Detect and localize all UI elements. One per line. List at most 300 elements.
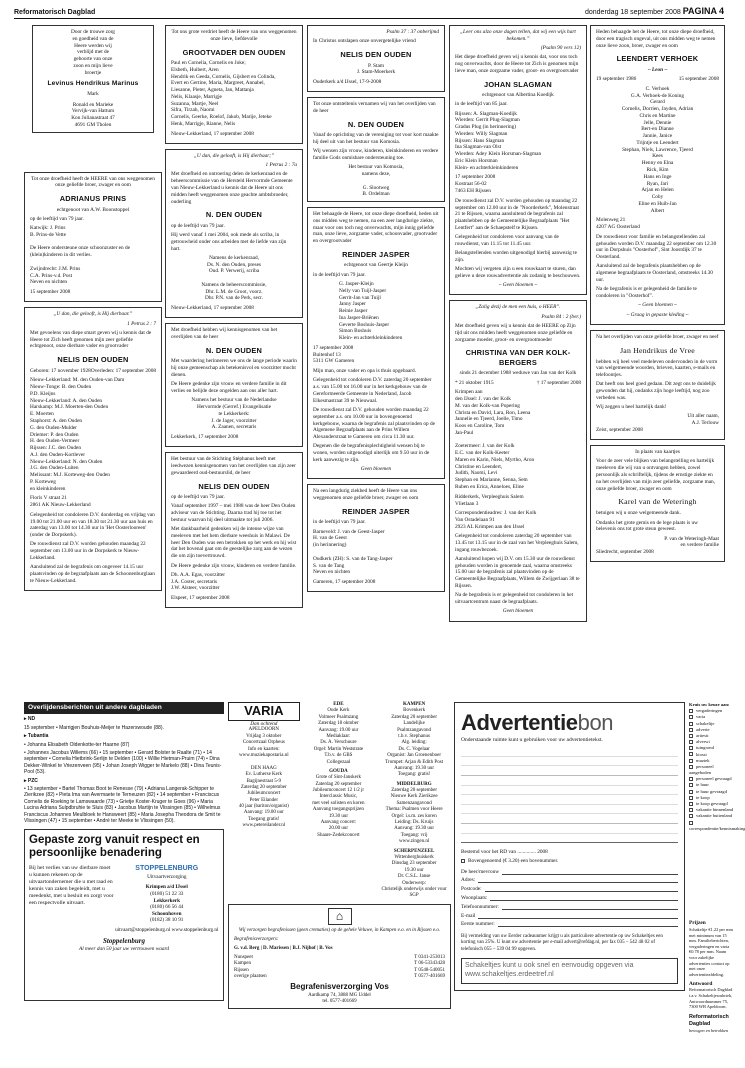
no-flowers: ~ Geen bloemen ~ — [498, 282, 538, 289]
varia-line: www.muziekapostaria.nl — [238, 752, 289, 758]
varia-line: Bagijnestraat 5-9 — [246, 778, 281, 784]
price-block — [689, 920, 734, 1033]
checkbox[interactable] — [689, 759, 693, 763]
checkbox[interactable] — [689, 808, 693, 812]
thanks-line: Wij zeggen u heel hartelijk dank! — [596, 404, 667, 411]
phone: (0182) 38 10 91 — [150, 917, 184, 924]
family-list — [455, 111, 581, 172]
family-line: E. Moerten — [30, 411, 54, 418]
deceased-name: JOHAN SLAGMAN — [484, 79, 552, 89]
checkbox[interactable] — [689, 709, 693, 713]
family-line: Ina Slagman-van Olst — [455, 144, 502, 151]
address-line: 2861 AK Nieuw-Lekkerland — [30, 502, 91, 509]
death-list: 15 september • Marrigjen Bouhuis-Meijer te Hazerswoude (88). — [24, 724, 164, 731]
address-line: Ridderkerk, Verpleeghuis Salem — [455, 493, 524, 500]
varia-section — [228, 702, 451, 1014]
nd-label: ND — [27, 716, 36, 723]
address — [455, 494, 581, 508]
varia-line: Aanvang: 19.00 uur — [243, 810, 284, 816]
form-field[interactable] — [461, 921, 678, 928]
born-date: * 21 oktober 1915 — [455, 379, 494, 386]
event-title: SCHERPENZEEL — [393, 848, 435, 854]
family-line: Gerrit-Jan van Tuijl — [339, 294, 381, 301]
family-line: Janny Jasper — [339, 301, 366, 308]
address-line: 17 september 2008 — [313, 344, 354, 351]
event-details — [377, 708, 451, 778]
varia-line: APELDOORN — [248, 727, 279, 733]
tubantia-label: Tubantia — [27, 733, 49, 740]
birth-line: zoon en mijn lieve — [73, 62, 113, 69]
varia-line: Peter Eilander — [249, 797, 279, 803]
dress-code: ~ Graag in gepaste kleding ~ — [626, 311, 689, 318]
signature-line: J. de Jager, voorzitter — [211, 417, 257, 424]
schakeltjes-banner[interactable]: Schakeltjes kunt u ook snel en eenvoudig opgeven via www.schakeltjes.erdeetref.nl — [461, 958, 678, 984]
attendance-info: Belangstellenden worden uitgenodigd hierbij aanwezig te zijn. — [455, 250, 577, 263]
notice-body: Hij werd vanaf 1 mei 2004, ook mede als scriba, in getrouwheid onder ons arbeiden met de liefde van zijn hart. — [171, 232, 287, 252]
notice-text: Het behaagde de Heere, tot onze diepe droefheid, heden uit ons midden weg te nemen, na een zeer langdurige ziekte, maar voor ons toch nog onverwachts, mijn innig geliefde man, onze lieve, zorgzame vader, schoonvader, grootvader en overgrootvader — [313, 211, 439, 245]
event-line: Shaare-Zedekconcert — [317, 832, 360, 838]
friend-notice — [307, 25, 445, 92]
obituary-den-ouden — [24, 307, 162, 591]
form-field[interactable] — [461, 886, 678, 893]
notice-date: Ouderkerk a/d IJssel, 17-9-2008 — [313, 79, 382, 86]
vos-title: Begrafenisverzorging Vos — [290, 982, 389, 992]
family-line: en kleinkinderen — [30, 485, 66, 492]
deceased-name: NELIS DEN OUDEN — [340, 50, 412, 60]
choice-title: Kruis uw keuze aan: — [689, 702, 730, 707]
vos-label: Begrafenisverzorgers: — [234, 936, 279, 942]
vos-logo-icon: ⌂ — [328, 908, 352, 925]
family-line: B. Prins-de Vette — [30, 231, 66, 238]
signature-line: Hervormde (Gerref.) Evangelisatie — [197, 404, 271, 411]
family-line: C. Verhoek — [645, 85, 670, 92]
form-field[interactable] — [461, 913, 678, 920]
page-header — [14, 6, 724, 19]
family-line: De Heere ondersteune onze schoonzuster en de (klein)kinderen in dit verlies. — [30, 245, 131, 259]
event-line: Collegezaal — [326, 759, 351, 765]
form-field-input[interactable] — [485, 886, 678, 892]
vos-numbers — [414, 955, 445, 981]
checkbox[interactable] — [689, 790, 693, 794]
choice-item[interactable] — [689, 820, 745, 832]
vos-phone: tel. 0577-401669 — [322, 998, 357, 1004]
form-field-input[interactable] — [478, 877, 678, 883]
notice-date: Elspeet, 17 september 2008 — [171, 595, 230, 602]
deceased-name: N. DEN OUDEN — [205, 345, 263, 355]
family-line: Neven en nichten — [30, 279, 68, 286]
family-line: A.J. den Ouden-Kortlever — [30, 451, 86, 458]
sibling-notice-jasper — [307, 484, 445, 592]
event-line: Toegang: gratis! — [397, 772, 431, 778]
event-line: Zaterdag 20 september — [315, 781, 362, 787]
condolence-info: Na de begrafenis is er gelegenheid de familie te condoleren in "Oosterhof". — [596, 286, 697, 299]
event-line: Toegang: vrij — [400, 832, 428, 838]
brand-name: STOPPELENBURG — [135, 864, 199, 872]
signature-line: G. Slootweg — [362, 184, 390, 191]
notice-text: Het diepe droefheid geven wij u kennis dat, voor ons toch nog onverwachts, door de Heere tot Zich is genomen mijn lieve man, onze zorgzame vader, groot- en overgrootvader — [455, 54, 579, 74]
place: Lekkerkerk — [153, 897, 180, 904]
event-line: Bovenkerk — [403, 708, 426, 714]
family-line: Rick, Kim — [646, 166, 669, 173]
family-list — [30, 225, 156, 286]
signatures — [313, 63, 439, 77]
notice-text: Het bestuur van de Stichting Stéphanus heeft met leedwezen kennisgenomen van het overlijden van zijn zeer gewaardeerd oud-bestuurslid, de heer — [171, 456, 296, 476]
notice-date: Nieuw-Lekkerland, 17 september 2008 — [171, 130, 254, 137]
signature-line: te Lekkerkerk: — [218, 410, 250, 417]
place: Schoonhoven — [152, 910, 182, 917]
family-line: Stephan en Marianne, Senna, Sem — [455, 477, 528, 484]
signatures — [313, 164, 439, 198]
service-info: De rouwdienst zal D.V. worden gehouden op maandag 22 september om 12.00 uur in de "Noorderkerk", Molenstraat 21 te Rijssen, waarna aansluitend de begrafenis zal plaatshebben op de Gemeentelijke Begraafplaats "Het Lentfert" aan de Schaepstelf te Rijssen. — [455, 197, 579, 231]
form-field-input[interactable] — [502, 904, 678, 910]
answer-title: Antwoord — [689, 980, 713, 987]
event-line: Volmeer Psalmzang — [318, 714, 359, 720]
family-line: Rijssen: J.C. den Ouden — [30, 445, 82, 452]
notice-date: Sliedrecht, september 2008 — [596, 549, 654, 556]
event-line: Ds. C. Vogelaar — [398, 746, 430, 752]
checkbox[interactable] — [689, 728, 693, 732]
event-line: Alg. leiding: — [401, 740, 427, 746]
checkbox[interactable] — [461, 859, 465, 863]
signature-line: B. Ordelman — [362, 191, 390, 198]
signature-line: A.J. Terlouw — [691, 420, 719, 427]
signature-line: Oud. P. Verwerij, scriba — [208, 268, 260, 275]
address-line: 7463 EH Rijssen — [455, 188, 491, 195]
signatures — [171, 572, 297, 592]
event-line: Aanvang: 19.30 uur — [394, 765, 435, 771]
varia-line: Toegang gratis! — [248, 816, 280, 822]
place: Krimpen a/d IJssel — [145, 884, 188, 891]
notice-body: hebben wij heel veel medeleven ondervonden in de vorm van welgemeende woorden, brieven, kaarten, e-mails en telefoontjes. — [596, 358, 718, 379]
event-line: Zaterdag 20 september — [391, 714, 438, 720]
signature-line: en verdere familie — [680, 542, 719, 549]
signature-line — [313, 178, 439, 185]
header-date: donderdag 18 september 2008 — [584, 9, 681, 17]
form-field-label: De heer/mevrouw — [461, 868, 500, 875]
parent-line: Kon Julianastraat 47 — [71, 115, 115, 122]
phone: (0180) 51 22 33 — [150, 890, 184, 897]
event-details — [303, 775, 375, 839]
family-line: den IJssel: J. van der Kolk — [455, 396, 511, 403]
bible-ref: Psalm 37 : 37 onberijmd — [386, 29, 439, 35]
ad-signature: Stoppelenburg — [102, 936, 145, 945]
deceased-name: CHRISTINA VAN DER KOLK-BERGERS — [465, 348, 571, 367]
notice-body: Met waardering herinneren we ons de lange periode waarin hij onze gemeenschap als betekenisvol en voorzitter mocht dienen. — [171, 358, 297, 378]
notice-heading: In plaats van kaartjes — [635, 449, 680, 456]
death-list: • 13 september • Bartel Thomas Boot te Renesse (79) • Adriana Langerak-Schipper te Zierikzee (82) • Pieta Ima van Avermaete te Terneuzen (82) • 14 september • Franciscus Cornelis de Roeking te Lamswaarde (73) • Grietje Koster-Kruger te Goes (96) • Maria Lucina Adriana Sulpdbruhie te Sluis (83) • Jacobus Martijn te Vlissingen (85) • Wilhelmus Franciscus Johannes Meulbloek te Hansweert (85) • Maria Josepha Theodora de Smit te Vlissingen (47) • 15 september • André ter Meeke te Vlissingen (50). — [24, 785, 221, 824]
column-1 — [24, 25, 162, 596]
choice-item[interactable] — [689, 813, 734, 819]
event-details — [377, 788, 451, 846]
deceased-name: N. DEN OUDEN — [205, 210, 263, 220]
name-line: Paul en Cornelia, Cornelis en Joke; — [171, 60, 246, 66]
event-line: Aanvang toegangsprijzen — [312, 807, 364, 813]
choice-label: muziek — [696, 757, 710, 763]
family-line: Kees — [652, 153, 663, 160]
notice-date: Nieuw-Lekkerland, 17 september 2008 — [171, 305, 254, 312]
signature-line: Dh. A.A. Egas, voorzitter — [171, 571, 225, 578]
family-line: Ryan, Jari — [646, 180, 669, 187]
vos-place: Kampen — [234, 961, 251, 967]
form-field-label: Eerste nummer: — [461, 921, 495, 928]
notice-date: Gameren, 17 september 2008 — [313, 579, 376, 586]
event-line: Onderwerp: — [402, 880, 427, 886]
obituary-van-der-kolk — [449, 300, 587, 621]
died-date: † 17 september 2008 — [536, 379, 581, 386]
notice-body: Vanaf september 1997 – mei 1988 was de heer Den Ouden adviseur van de Stichting. Daarna trad hij toe tot het bestuur waarvan hij deel uitmaakte tot juli 2006. — [171, 503, 296, 523]
address — [313, 345, 439, 365]
notice-date: Zeist, september 2008 — [596, 426, 643, 433]
family-line: Wierden: Willy Slagman — [455, 130, 508, 137]
event-line: Psalmzangavond — [397, 727, 432, 733]
signature-line: Dhr. P.N. van de Perk, secr. — [205, 295, 263, 302]
event-line: Zaterdag 18 oktober — [318, 721, 359, 727]
name-line: Elsbeth, Huibert, Aren — [171, 66, 219, 73]
baby-nickname: Mark — [87, 90, 99, 97]
signature-line: Namens de beheerscommissie, — [201, 281, 267, 288]
family-line — [30, 259, 156, 266]
vos-address: Aardkamp 74, 3888 MG Uddel — [308, 992, 371, 998]
notice-body: Vanaf de oprichting van de vereniging tot voor kort maakte hij deel uit van het bestuur van Komosia. — [313, 132, 439, 146]
varia-line: 40 jaar (bariton/organist) — [238, 804, 289, 810]
obituary-jasper — [307, 207, 445, 479]
condolence-info: Na de begrafenis is er gelegenheid tot condoleren in het uitvaartcentrum naast de begraafplaats. — [455, 592, 574, 605]
rd-logo-text: Reformatorisch Dagblad — [689, 1013, 729, 1027]
event-line: Dinsdag 23 september — [391, 861, 437, 867]
form-field-label: Woonplaats: — [461, 895, 488, 902]
event-line: Aanvang concert: — [320, 820, 357, 826]
condolence-info: Gelegenheid tot condoleren zaterdag 20 september van 13.45 tot 13.15 uur in de zaal van het Verpleeghuis Salem, ingang rouwbezoek. — [455, 533, 579, 553]
family-line: Simon Boshuis — [339, 328, 372, 335]
ad-body: Bij het verlies van uw dierbare moet u kunnen rekenen op de uitvaartondernemer die u met raad en kennis van zaken begeleidt, met u meedenkt, met u besluit en zorgt voor een respectvolle uitvaart. — [29, 864, 114, 907]
name-line: Suzanna, Martje, Neel — [171, 100, 219, 107]
family-line: Bert-en Dianne — [641, 126, 674, 133]
bank-option: Bovengenoemd (€ 3.20) een bovenummer. — [468, 857, 559, 864]
parent-line: Ronald en Marieke — [72, 101, 114, 108]
event-details — [377, 855, 451, 900]
event-line: Wittenberghuiskerk — [394, 854, 434, 860]
checkbox[interactable] — [689, 777, 693, 781]
family-line: G.A. Verhoek-de Koning — [630, 92, 685, 99]
bible-ref: Psalm 84 : 2 (ber.) — [541, 313, 581, 320]
ad-website[interactable]: uitvaart@stoppelenburg.nl www.stoppelenburg.nl — [115, 927, 219, 934]
family-line: Nieuw-Lekkerland: A. den Ouden — [30, 397, 103, 404]
publication-name: Reformatorisch Dagblad — [14, 9, 96, 17]
event-line: Dr. C.S.L. Janse — [397, 874, 431, 880]
checkbox[interactable] — [689, 734, 693, 738]
no-flowers: Geen bloemen — [360, 466, 392, 473]
vos-place: Nunspeet — [234, 954, 253, 960]
family-line: Rijssen: Hans Slagman — [455, 137, 505, 144]
family-line: S. van de Tang — [313, 562, 345, 569]
family-line: C.A. Prins-v.d. Post — [30, 272, 73, 279]
event-title: MIDDELBURG — [396, 781, 432, 787]
checkbox[interactable] — [689, 722, 693, 726]
family-line: Albert — [650, 207, 665, 214]
notice-text: Met droefheid en ontroering delen de kerkenraad en de beheerscommissie van de Hersteld Hervormde Gemeente van Nieuw-Lekkerland u kennis dat de Heere uit ons midden heeft weggenomen onze geachte ambtsbroeder, ouderling — [171, 171, 293, 205]
pzc-label: PZC — [27, 777, 38, 784]
age-line: in de leeftijd van 79 jaar. — [313, 271, 366, 278]
name-line: Cornelis, Geerke, Roelof, Jakob, Marije, Jeteke — [171, 114, 272, 121]
obituary-date: 15 september 2008 — [30, 289, 71, 296]
event-line: Samenzangavond — [396, 800, 432, 806]
vos-ad[interactable] — [228, 904, 451, 1010]
checkbox[interactable] — [689, 746, 693, 750]
family-line: J.G. den Ouden-Luiten — [30, 465, 79, 472]
name-line: Nelis, Klaasje, Marrigje — [171, 93, 222, 100]
address-line: Kostraat 56-02 — [455, 181, 487, 188]
burial-info: Aansluitend zal de begrafenis om ongeveer 14.15 uur plaatsvinden op de begraafplaats aan de Schoonenburglaan te Nieuw-Lekkerland. — [30, 564, 155, 584]
signature-line: J.A. Coster, secretaris — [171, 578, 218, 585]
notice-body: Voor de zeer vele blijken van belangstelling en hartelijk meeleven die wij van u ontvangen hebben, zowel persoonlijk als schriftelijk, tijdens de ernstige ziekte en na het overlijden van mijn zeer geliefde, zorgzame man, onze geliefde broer, zwager en oom — [596, 458, 716, 492]
burial-info: Aansluitend zal de begrafenis plaatshebben op de algemene begraafplaats te Oosterland, omstreeks 14.30 uur. — [596, 263, 713, 283]
stoppelenburg-ad[interactable] — [24, 829, 224, 1001]
evangelisatie-notice — [165, 323, 303, 447]
correspondence-address: Correspondentieadres: J. van der Kolk Van Ostadelaan 91 2923 AL Krimpen aan den IJssel — [455, 510, 537, 530]
deceased-name: NELIS DEN OUDEN — [198, 481, 270, 491]
bible-ref: 1 Petrus 2 : 7a — [265, 162, 297, 169]
vos-number: T 0577-401669 — [414, 973, 445, 979]
notice-body: Met dankbaarheid gedenken wij de intense wijze van meeleven met het hem dierbare weeshuis in Malawi. De heer Den Ouden was een betrokken op het werk en hij wist dat het bovenal gaat om de geestelijke zorg aan de wezen die om zijn toevertrouwd. — [171, 526, 297, 560]
address-line: Buitenhof 13 — [313, 351, 341, 358]
checkbox[interactable] — [689, 740, 693, 744]
checkbox[interactable] — [689, 814, 693, 818]
family-line: Nieuw-Lekkerland: M. den Ouden-van Dam — [30, 377, 125, 384]
parent-line: 4691 GM Tholen — [74, 121, 112, 128]
age-line: in de leeftijd van 85 jaar. — [455, 101, 508, 108]
varia-title: VARIA — [228, 702, 300, 721]
signature-line: Namens de kerkenraad, — [209, 254, 259, 261]
signatures — [171, 397, 297, 431]
ad-tagline: Al meer dan 50 jaar uw vertrouwen waard — [78, 945, 170, 952]
name-line: Henk, Marrigje, Rianne, Nelis — [171, 120, 236, 127]
vos-names: G. v.d. Berg | D. Marissen | B.J. Nijhof | B. Vos — [234, 945, 333, 951]
ad-text-area[interactable] — [461, 747, 678, 843]
signature-line: J.W. Alsteer, voorzitter — [171, 585, 220, 592]
checkbox[interactable] — [689, 796, 693, 800]
form-field-label: Telefoonnummer: — [461, 903, 499, 910]
no-flowers: ~ Geen bloemen ~ — [638, 302, 677, 309]
checkbox[interactable] — [689, 765, 693, 769]
checkbox[interactable] — [689, 783, 693, 787]
form-field-input[interactable] — [478, 913, 678, 919]
form-field[interactable] — [461, 869, 678, 876]
event-details — [303, 708, 375, 766]
church-notice — [165, 149, 303, 319]
form-field-input[interactable] — [502, 869, 678, 875]
deceased-name: NELIS DEN OUDEN — [57, 355, 129, 365]
condolence-info: Gelegenheid tot condoleren D.V. zaterdag 20 september a.s. van 15.00 tot 16.00 uur in het kerkgebouw van de Gereformeerde Gemeente in Nederland, Jacob Elkesmastraat 39 te Nieuwaal. — [313, 377, 432, 404]
death-list: • Johannes Jacobus Willems (66) • 15 september • Gerard Bolster te Raalte (71) • 14 september • Cornelia Hietbrink-Serlijn te Delden (100) • Willie Hietman-Pruim (74) • Dina Dekker-Winkel te Vriezenveen (95) • Johan Joseph Wigger te Markelo (88) • Dina Teunis-Pool (53). — [24, 750, 222, 776]
died-date: Overleden: 17 september 2008 — [90, 367, 156, 374]
name-line: Sifra, Tirzah, Naomi — [171, 107, 215, 114]
form-field[interactable] — [461, 904, 678, 911]
event-line: Landelijke — [403, 721, 425, 727]
checkbox[interactable] — [689, 821, 693, 825]
attendance-info: Degenen die de begrafenisplechtigheid wensen bij te wonen, worden uitgenodigd uiterlijk om 9.50 uur in de kerk aanwezig te zijn. — [313, 443, 430, 463]
name-line: Liesanne, Pieter, Agneta, Jan, Mattanja — [171, 87, 254, 94]
died-date: 15 september 2008 — [678, 76, 719, 83]
obituary-prins — [24, 172, 162, 303]
family-line: Gradus Plug (in herinnering) — [455, 124, 517, 131]
family-line: Arjan en Helen — [641, 187, 674, 194]
condolence-info: Gelegenheid tot condoleren voor aanvang van de rouwdienst, van 11.15 tot 11.45 uur. — [455, 234, 559, 247]
deceased-name: REINDER JASPER — [342, 506, 410, 516]
family-line: Nieuw-Lekkerland: N. den Ouden — [30, 458, 103, 465]
name-line: Evert en Gertine, Maria, Margreet, Annabel, — [171, 80, 265, 87]
choice-label: vakantie binnenland — [696, 807, 734, 813]
form-field[interactable] — [461, 877, 678, 884]
publish-date-field[interactable]: Bestemd voor het RD van .............. 2008 — [461, 848, 548, 855]
form-title: Advertentie — [461, 710, 578, 735]
age-line: op de leeftijd van 79 jaar. — [171, 494, 225, 501]
notice-body: De Heere gedenke zijn vrouw en verdere familie in dit verlies en belijde deze ongelden aan ons aller hart. — [171, 381, 287, 394]
service-info: De rouwdienst zal D.V. gehouden worden maandag 22 september a.s. om 10.00 uur in bovengenoemd kerkgebouw, waarna de begrafenis zal plaatsvinden op de Algemene Begraafplaats aan de Prins Willem Alexanderstraat te Gameren om circa 11.30 uur. — [313, 407, 436, 441]
deceased-name: N. DEN OUDEN — [347, 119, 405, 129]
family-line: Krimpen aan — [455, 389, 483, 396]
family-line: Eric Klein Horsman — [455, 157, 498, 164]
choice-list — [689, 702, 745, 832]
price-title: Prijzen — [689, 920, 706, 926]
notice-body: Ondanks het grote gemis en de lege plaats is uw belevenis ons tot grote steun geweest. — [596, 519, 698, 533]
column-4 — [449, 25, 587, 627]
family-line: Chris en Martine — [639, 112, 676, 119]
address-line: 5311 GW Gameren — [313, 358, 355, 365]
address-line: Floris V straat 21 — [30, 495, 67, 502]
ad-title: Gepaste zorg vanuit respect en persoonlijke benadering — [29, 834, 200, 859]
answer-text: Reformatorisch Dagblad t.a.v. Schakeltjesrubriek, Antwoordnummer 75, 7300 WB Apeldoorn. — [689, 987, 733, 1010]
varia-line: DEN HAAG — [250, 765, 277, 771]
bible-quote: „Leer ons alzo onze dagen tellen, dat wij een wijs hart bekomen.” — [460, 29, 576, 42]
notice-text: Heden behaagde het de Heere, tot onze diepe droefheid, door een tragisch ongeval, uit ons midden weg te nemen onze lieve zoon, broer, zwager en oom — [596, 29, 716, 49]
varia-line: www.petereilander.nl — [242, 823, 286, 829]
family-line — [313, 549, 439, 556]
notice-intro: Tot ons grote verdriet heeft de Heere van ons weggenomen onze lieve, liefdevolle — [171, 29, 297, 42]
varia-line: Zaterdag 20 september — [240, 784, 287, 790]
form-field-input[interactable] — [498, 921, 678, 927]
event-line: 19.30 uur — [328, 813, 348, 819]
checkbox[interactable] — [689, 752, 693, 756]
checkbox[interactable] — [689, 715, 693, 719]
form-field-label: Adres: — [461, 877, 476, 884]
choice-label: te huur — [696, 782, 709, 788]
form-field[interactable] — [461, 895, 678, 902]
family-line: Geverte Boshuis-Jasper — [339, 321, 390, 328]
family-list — [596, 86, 719, 215]
event-line: met veel solisten en koren — [312, 800, 365, 806]
family-line: Oudkerk (ZH): S. van de Tang-Jasper — [313, 555, 393, 562]
family-line: Eline en Huib-Jan — [638, 200, 677, 207]
phone: (0180) 66 56 44 — [150, 904, 184, 911]
event-line: Interclassic Music, — [319, 794, 358, 800]
signature-line: J. Stam-Moerkerk — [356, 69, 396, 76]
event-line: Christelijk onderwijs onder vuur — [381, 886, 447, 892]
checkbox[interactable] — [689, 802, 693, 806]
form-field-input[interactable] — [490, 895, 678, 901]
family-line: Trijntje en Leendert — [636, 139, 679, 146]
notice-date: Lekkerkerk, 17 september 2008 — [171, 434, 239, 441]
service-info: De rouwdienst zal D.V. worden gehouden maandag 22 september om 13.00 uur in de Dorpskerk te Nieuw-Lekkerland. — [30, 541, 146, 562]
family-line: Gerard — [650, 99, 665, 106]
family-line: Christine en Leendert, — [455, 463, 503, 470]
signature-line: Het bestuur van Komosia, — [348, 164, 404, 171]
deceased-name: Jan Hendrikus de Vree — [620, 345, 695, 355]
choice-label: schakeltje — [696, 720, 715, 726]
vos-number: T 0548-540051 — [414, 967, 445, 973]
event-line: Leiding: Ds. Kruijs — [394, 820, 434, 826]
choice-item[interactable] — [689, 764, 734, 776]
notice-body: betuigen wij u onze welgemeende dank. — [596, 510, 682, 517]
